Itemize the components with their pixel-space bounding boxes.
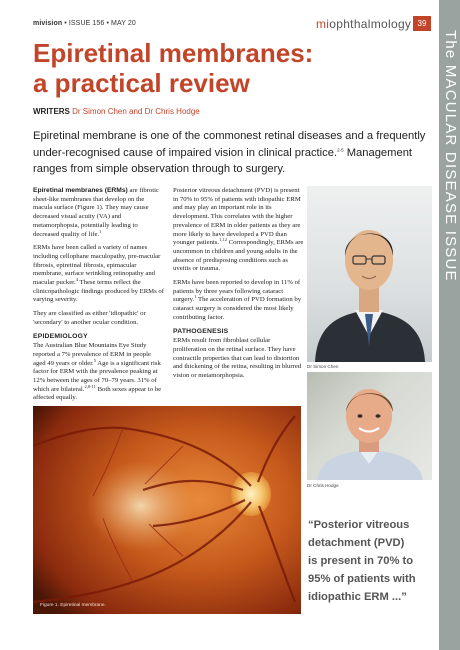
section-prefix: mi bbox=[316, 17, 330, 31]
standfirst bbox=[33, 128, 428, 178]
portrait-illustration-2 bbox=[307, 372, 432, 480]
byline-label: WRITERS bbox=[33, 107, 70, 116]
pull-quote: “Posterior vitreous detachment (PVD) is present in 70% to 95% of patients with idiopathic ERM ...” bbox=[308, 519, 416, 603]
issue-number: ISSUE 156 bbox=[68, 20, 105, 27]
paragraph: They are classified as either 'idiopathic' or 'secondary' to another ocular condition. bbox=[33, 310, 146, 326]
photo-caption-2: Dr Chris Hodge bbox=[307, 483, 339, 488]
byline bbox=[33, 107, 200, 116]
paragraph: Epiretinal membranes (ERMs) are fibrotic sheet-like membranes that develop on the macula surface (Figure 1). They may cause decreased visual acuity (VA) and metamorphopsia, potentially leading to decreased quality of life.$^1$ bbox=[33, 187, 159, 238]
paragraph: The Australian Blue Mountains Eye Study reported a 7% prevalence of ERM in people aged 49 years or older.$^5$ Age is a significant risk factor for ERM with the prevalence peaking at 12% between the ages of 70–79 years. 31% of which are bilateral.$^{2,8-11}$ Both sexes appear to be affected equally. bbox=[33, 342, 162, 402]
author-photo-simon-chen bbox=[307, 186, 432, 362]
standfirst-text: Epiretinal membrane is one of the commonest retinal diseases and a frequently under-recognised cause of impaired vision in clinical practice. bbox=[33, 130, 426, 159]
fundus-figure bbox=[33, 406, 301, 614]
publication-name: mivision bbox=[33, 20, 63, 27]
lead-in: Epiretinal membranes (ERMs) bbox=[33, 187, 128, 194]
body-column-2 bbox=[173, 187, 305, 386]
paragraph: ERMs result from fibroblast cellular proliferation on the retinal surface. They have contractile properties that can lead to distortion and thickening of the retina, resulting in blurred vision or metamorphopsia. bbox=[173, 337, 302, 380]
paragraph: Posterior vitreous detachment (PVD) is present in 70% to 95% of patients with idiopathic ERM and may play an important role in its development. This correlates with the higher prevalence of ERM in older patients as they are more likely to have developed a PVD than younger patients.$^{1,12}$ Correspondingly, ERMs are uncommon in children and young adults in the absence of predisposing conditions such as uveitis or trauma. bbox=[173, 187, 304, 273]
issue-date: MAY 20 bbox=[111, 20, 136, 27]
standfirst-tail: Management ranges from simple observation through to surgery. bbox=[33, 146, 413, 175]
byline-names: Dr Simon Chen and Dr Chris Hodge bbox=[72, 107, 200, 116]
page-number: 39 bbox=[413, 16, 431, 31]
body-column-1 bbox=[33, 187, 165, 408]
author-photo-chris-hodge bbox=[307, 372, 432, 480]
figure-caption: Figure 1. Epiretinal membrane. bbox=[40, 603, 106, 608]
heading-epidemiology: EPIDEMIOLOGY bbox=[33, 332, 88, 340]
heading-pathogenesis: PATHOGENESIS bbox=[173, 327, 229, 335]
sidebar-text-wrap bbox=[440, 30, 460, 320]
section-logo bbox=[316, 17, 411, 31]
sidebar-text: The MACULAR DISEASE ISSUE bbox=[442, 30, 459, 282]
article-title bbox=[33, 38, 333, 98]
issue-line: mivision • ISSUE 156 • MAY 20 bbox=[33, 20, 136, 27]
paragraph: ERMs have been reported to develop in 11% of patients by three years following cataract surgery.$^1$ The acceleration of PVD formation by cataract surgery is considered the most likely contributing factor. bbox=[173, 279, 302, 321]
paragraph: ERMs have been called a variety of names including cellophane maculopathy, pre-macular fibrosis, epiretinal fibrosis, epimacular membrane, surface wrinkling retinopathy and macular pucker.$^4$ These terms reflect the clinicopathologic findings produced by ERMs of varying severity. bbox=[33, 244, 164, 304]
fundus-image bbox=[33, 406, 301, 614]
section-name: ophthalmology bbox=[329, 17, 412, 31]
title-line-1: Epiretinal membranes: bbox=[33, 38, 314, 68]
title-line-2: a practical review bbox=[33, 68, 250, 98]
photo-caption-1: Dr Simon Chen bbox=[307, 364, 339, 369]
standfirst-refs: 2-5 bbox=[337, 146, 344, 152]
portrait-illustration bbox=[307, 186, 432, 362]
